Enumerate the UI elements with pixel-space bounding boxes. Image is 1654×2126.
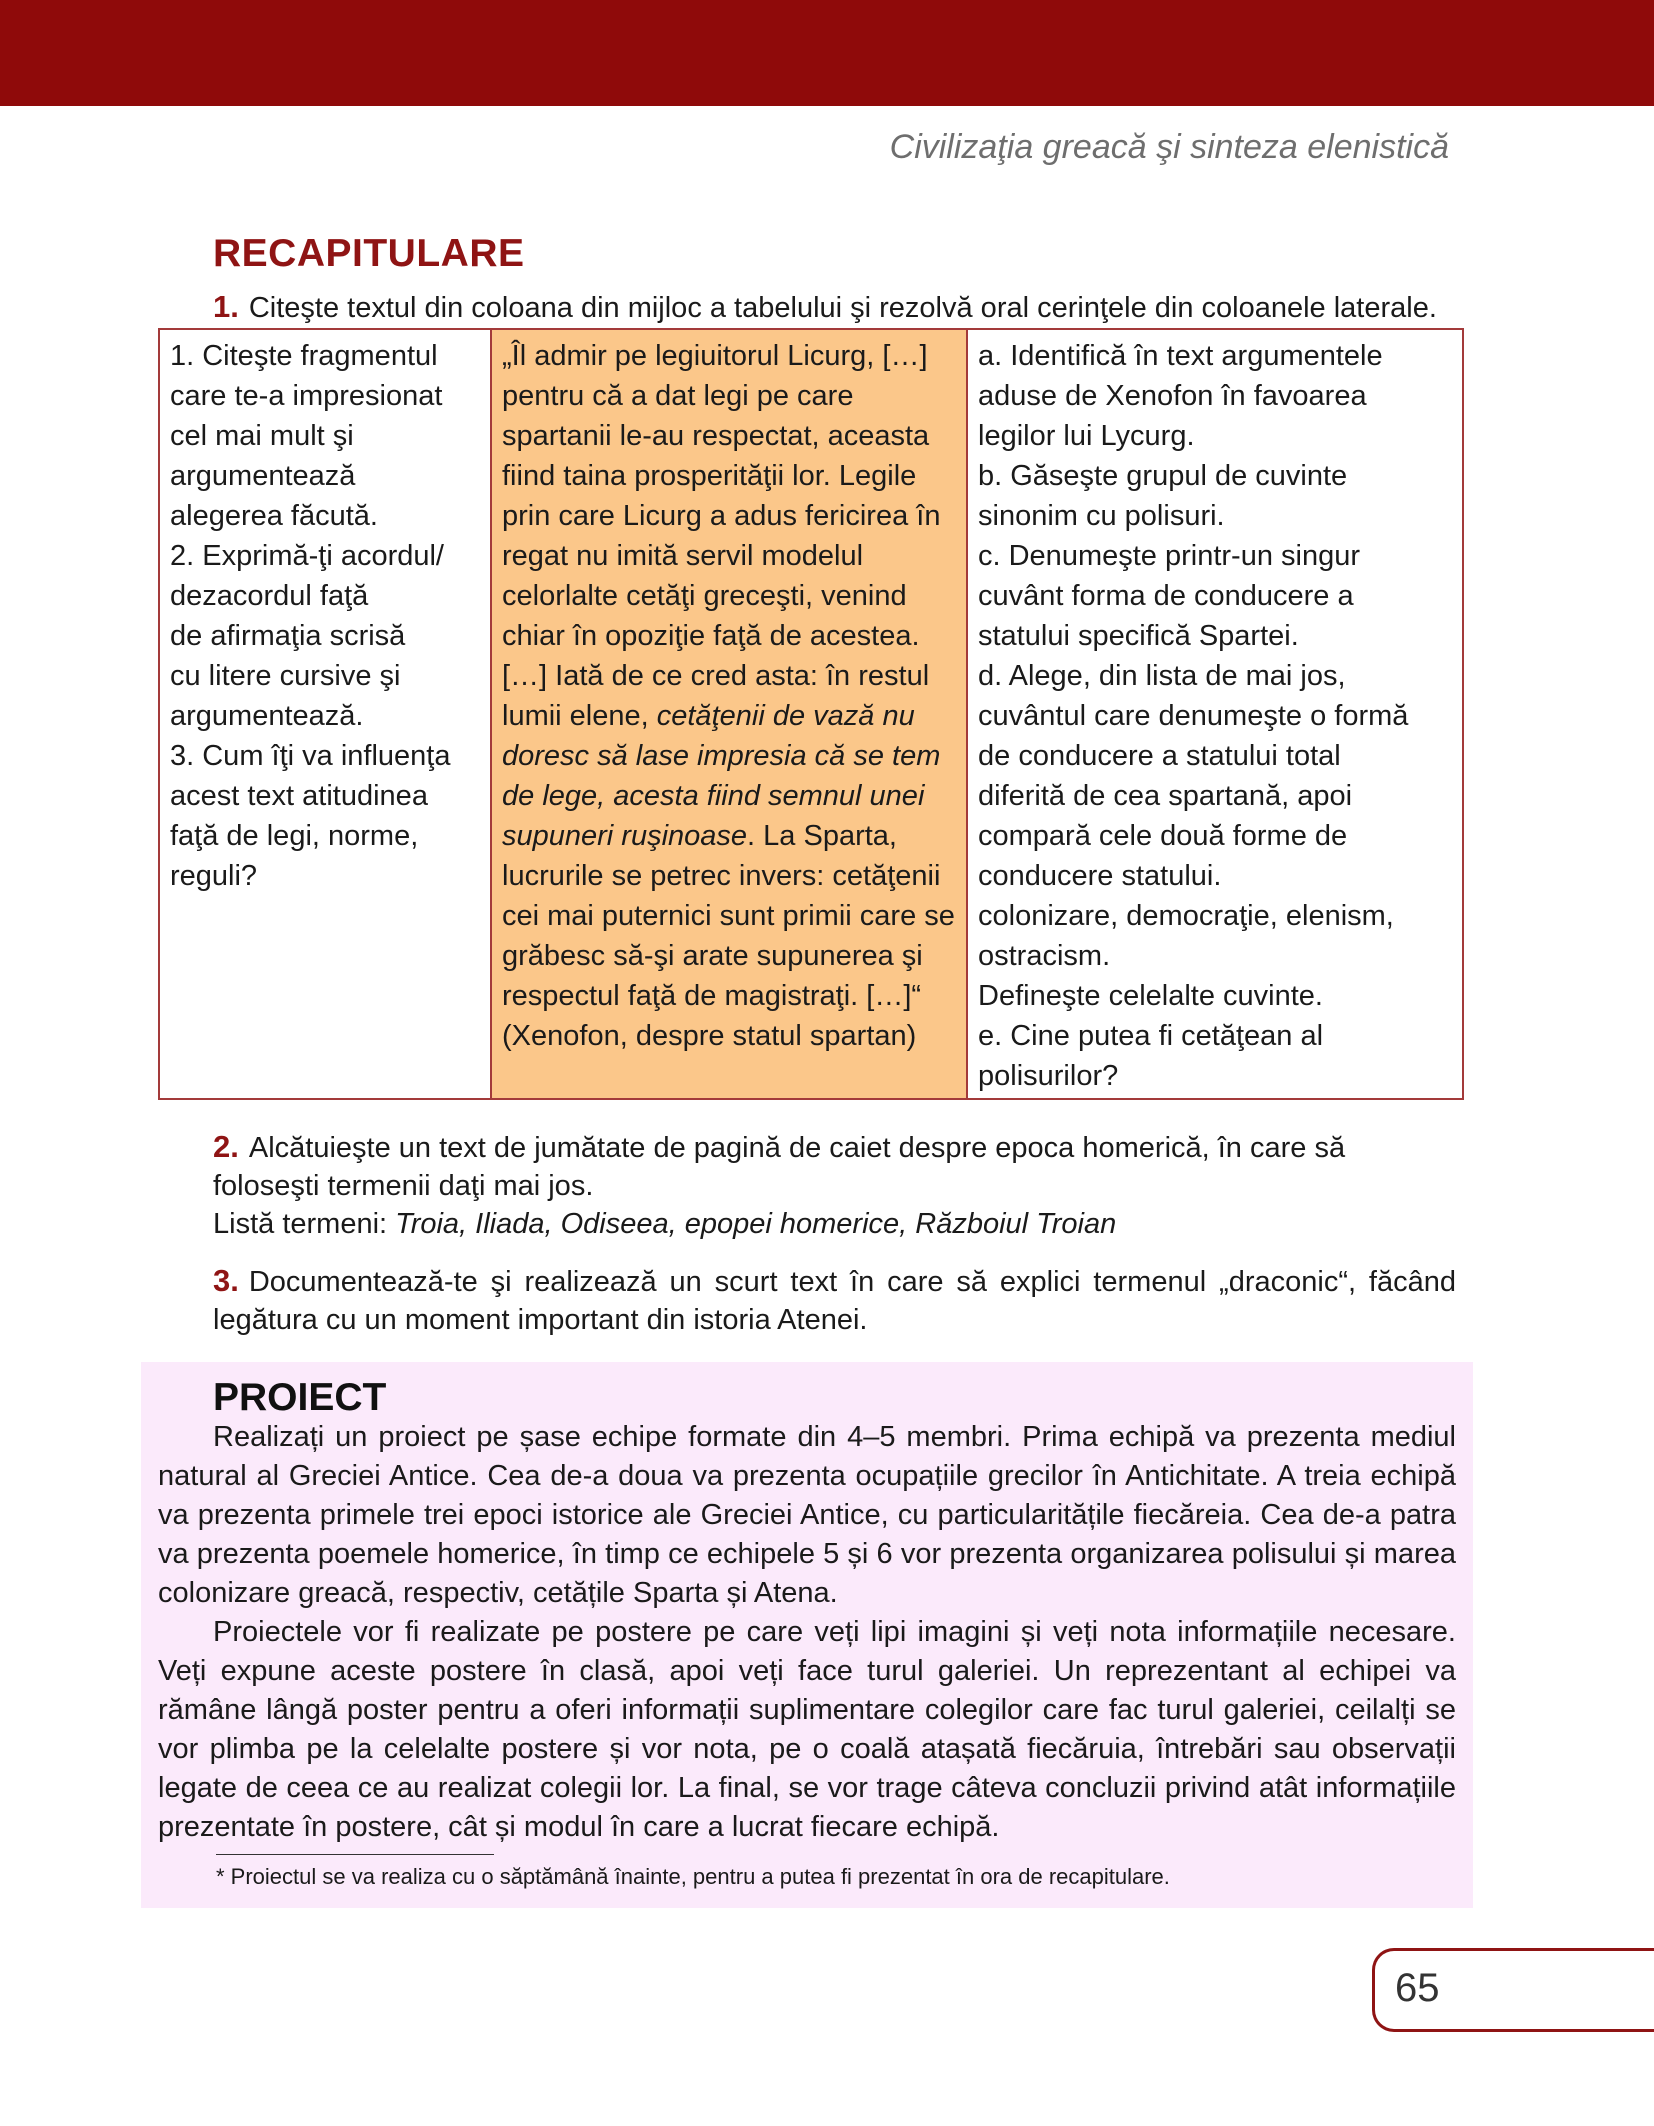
cell-line: alegerea făcută.	[170, 500, 378, 532]
project-paragraph: Proiectele vor fi realizate pe postere pe care veți lipi imagini și veți nota informațiile necesare. Veți expune aceste postere în clasă, apoi veți face turul galeriei. Un reprezentant al echipei va rămâne lângă poster pentru a oferi informații suplimentare colegilor care fac turul galeriei, ceilalți se vor plimba pe la celelalte postere și vor nota, pe o coală atașată fiecăruia, întrebări sau observații legate de ceea ce au realizat colegii lor. La final, se vor trage câteva concluzii privind atât informațiile prezentate în postere, cât și modul în care a lucrat fiecare echipă.	[158, 1616, 1456, 1843]
cell-line: cuvântul care denumeşte o formă	[978, 700, 1409, 732]
recap-table	[158, 328, 1464, 1100]
cell-line: aduse de Xenofon în favoarea	[978, 380, 1367, 412]
cell-line: care te-a impresionat	[170, 380, 443, 412]
project-paragraph: Realizați un proiect pe șase echipe formate din 4–5 membri. Prima echipă va prezenta mediul natural al Greciei Antice. Cea de-a doua va prezenta ocupațiile grecilor în Antichitate. A treia echipă va prezenta primele trei epoci istorice ale Greciei Antice, cu particularitățile fiecăreia. Cea de-a patra va prezenta poemele homerice, în timp ce echipele 5 și 6 vor prezenta organizarea polisului și marea colonizare greacă, respectiv, cetățile Sparta și Atena.	[158, 1421, 1456, 1609]
terms-label: Listă termeni:	[213, 1208, 396, 1240]
right-column	[967, 329, 1463, 1099]
footnote-rule	[216, 1854, 494, 1855]
question-2	[158, 1128, 1456, 1243]
cell-line: colonizare, democraţie, elenism,	[978, 900, 1394, 932]
cell-line: sinonim cu polisuri.	[978, 500, 1225, 532]
cell-line: argumentează.	[170, 700, 364, 732]
cell-line: Defineşte celelalte cuvinte.	[978, 980, 1323, 1012]
cell-line: d. Alege, din lista de mai jos,	[978, 660, 1346, 692]
top-color-bar	[0, 0, 1654, 106]
left-column	[159, 329, 491, 1099]
cell-line: diferită de cea spartană, apoi	[978, 780, 1353, 812]
page-number: 65	[1395, 1966, 1440, 2010]
cell-line: ostracism.	[978, 940, 1111, 972]
question-2-body	[158, 1128, 1456, 1205]
running-title: Civilizaţia greacă şi sinteza elenistică	[889, 128, 1449, 166]
cell-line: polisurilor?	[978, 1060, 1119, 1092]
source-text-part-2: . La Sparta, lucrurile se petrec invers: cetăţenii cei mai puternici sunt primii care se grăbesc să-şi arate supunerea şi respectul faţă de magistraţi. […]“ (Xenofon, despre statul spartan)	[502, 820, 955, 1052]
question-number: 2.	[213, 1129, 239, 1164]
cell-line: a. Identifică în text argumentele	[978, 340, 1383, 372]
source-text-part-1: „Îl admir pe legiuitorul Licurg, […] pentru că a dat legi pe care spartanii le-au respectat, aceasta fiind taina prosperităţii lor. Legile prin care Licurg a adus fericirea în regat nu imită servil modelul celorlalte cetăţi greceşti, venind chiar în opoziţie faţă de acestea. […] Iată de ce cred asta: în restul lumii elene,	[502, 340, 941, 732]
question-text: Alcătuieşte un text de jumătate de pagină de caiet despre epoca homerică, în care să foloseşti termenii daţi mai jos.	[213, 1132, 1346, 1202]
cell-line: faţă de legi, norme,	[170, 820, 419, 852]
cell-line: legilor lui Lycurg.	[978, 420, 1195, 452]
cell-line: statului specifică Spartei.	[978, 620, 1299, 652]
question-number: 1.	[213, 289, 239, 324]
question-3	[158, 1262, 1456, 1339]
table-row	[159, 329, 1463, 1099]
project-heading: PROIECT	[213, 1376, 387, 1419]
cell-line: b. Găseşte grupul de cuvinte	[978, 460, 1348, 492]
cell-line: 2. Exprimă-ţi acordul/	[170, 540, 444, 572]
cell-line: 1. Citeşte fragmentul	[170, 340, 438, 372]
question-3-body	[158, 1262, 1456, 1339]
question-number: 3.	[213, 1263, 239, 1298]
cell-line: argumentează	[170, 460, 356, 492]
project-text	[158, 1418, 1456, 1847]
cell-line: cuvânt forma de conducere a	[978, 580, 1354, 612]
cell-line: c. Denumeşte printr-un singur	[978, 540, 1360, 572]
terms-line	[158, 1205, 1456, 1243]
cell-line: e. Cine putea fi cetăţean al	[978, 1020, 1324, 1052]
terms-list: Troia, Iliada, Odiseea, epopei homerice, Războiul Troian	[395, 1208, 1117, 1240]
source-text-italic: cetăţenii de vază nu doresc să lase impresia că se tem de lege, acesta fiind semnul unei supuneri ruşinoase	[502, 700, 941, 852]
cell-line: cel mai mult şi	[170, 420, 354, 452]
cell-line: de afirmaţia scrisă	[170, 620, 406, 652]
middle-column-source-text	[491, 329, 967, 1099]
cell-line: de conducere a statului total	[978, 740, 1341, 772]
cell-line: 3. Cum îţi va influenţa	[170, 740, 451, 772]
question-1	[213, 287, 1493, 328]
recap-heading: RECAPITULARE	[213, 232, 525, 275]
cell-line: reguli?	[170, 860, 258, 892]
footnote: * Proiectul se va realiza cu o săptămână înainte, pentru a putea fi prezentat în ora de recapitulare.	[216, 1864, 1170, 1889]
cell-line: cu litere cursive şi	[170, 660, 401, 692]
cell-line: compară cele două forme de	[978, 820, 1348, 852]
question-text: Documentează-te şi realizează un scurt text în care să explici termenul „draconic“, făcând legătura cu un moment important din istoria Atenei.	[213, 1266, 1456, 1336]
cell-line: acest text atitudinea	[170, 780, 428, 812]
cell-line: conducere statului.	[978, 860, 1222, 892]
cell-line: dezacordul faţă	[170, 580, 369, 612]
question-text: Citeşte textul din coloana din mijloc a tabelului şi rezolvă oral cerinţele din coloanele laterale.	[248, 292, 1437, 324]
